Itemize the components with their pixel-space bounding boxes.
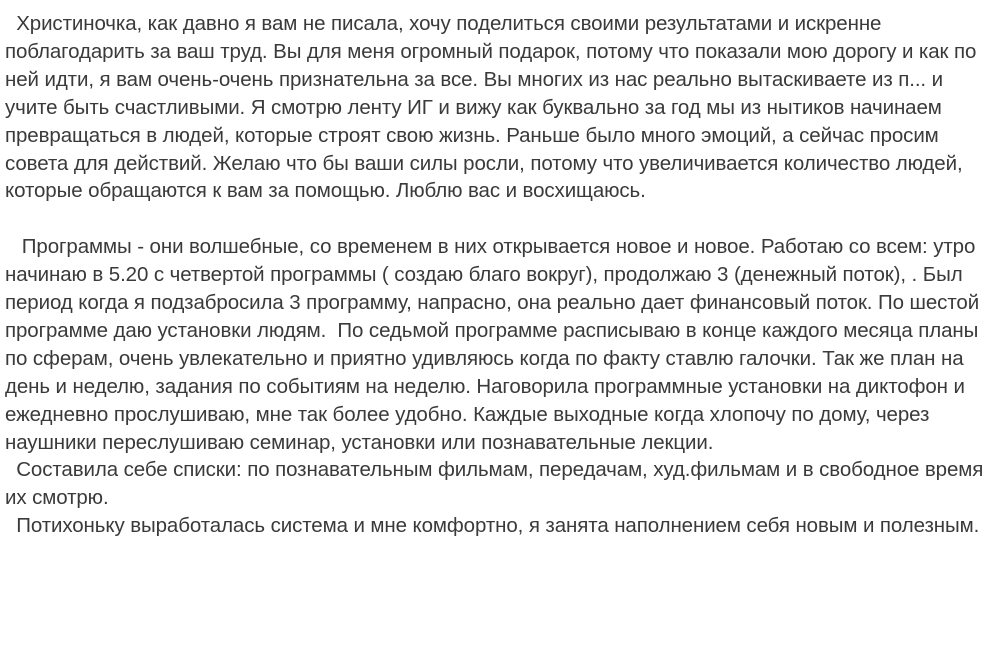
paragraph-gratitude: Христиночка, как давно я вам не писала, хочу поделиться своими результатами и искренне поблагодарить за ваш труд. Вы для меня огромный подарок, потому что показали мою дорогу и как по ней идти, я вам очень-очень признательна за все. Вы многих из нас реально вытаскиваете из п... и учите быть счастливыми. Я смотрю ленту ИГ и вижу как буквально за год мы из нытиков начинаем превращаться в людей, которые строят свою жизнь. Раньше было много эмоций, а сейчас просим совета для действий. Желаю что бы ваши силы росли, потому что увеличивается количество людей, которые обращаются к вам за помощью. Люблю вас и восхищаюсь.	[5, 12, 982, 203]
paragraph-spacer	[5, 205, 988, 233]
paragraph-lists: Составила себе списки: по познавательным фильмам, передачам, худ.фильмам и в свободное время их смотрю.	[5, 458, 989, 510]
paragraph-programs: Программы - они волшебные, со временем в них открывается новое и новое. Работаю со всем: утро начинаю в 5.20 с четвертой программы ( создаю благо вокруг), продолжаю 3 (денежный поток), . Был период когда я подзабросила 3 программу, напрасно, она реально дает финансовый поток. По шестой программе даю установки людям. По седьмой программе расписываю в конце каждого месяца планы по сферам, очень увлекательно и приятно удивляюсь когда по факту ставлю галочки. Так же план на день и неделю, задания по событиям на неделю. Наговорила программные установки на диктофон и ежедневно прослушиваю, мне так более удобно. Каждые выходные когда хлопочу по дому, через наушники переслушиваю семинар, установки или познавательные лекции.	[5, 235, 985, 454]
paragraph-system: Потихоньку выработалась система и мне комфортно, я занята наполнением себя новым и полезным.	[5, 514, 980, 538]
